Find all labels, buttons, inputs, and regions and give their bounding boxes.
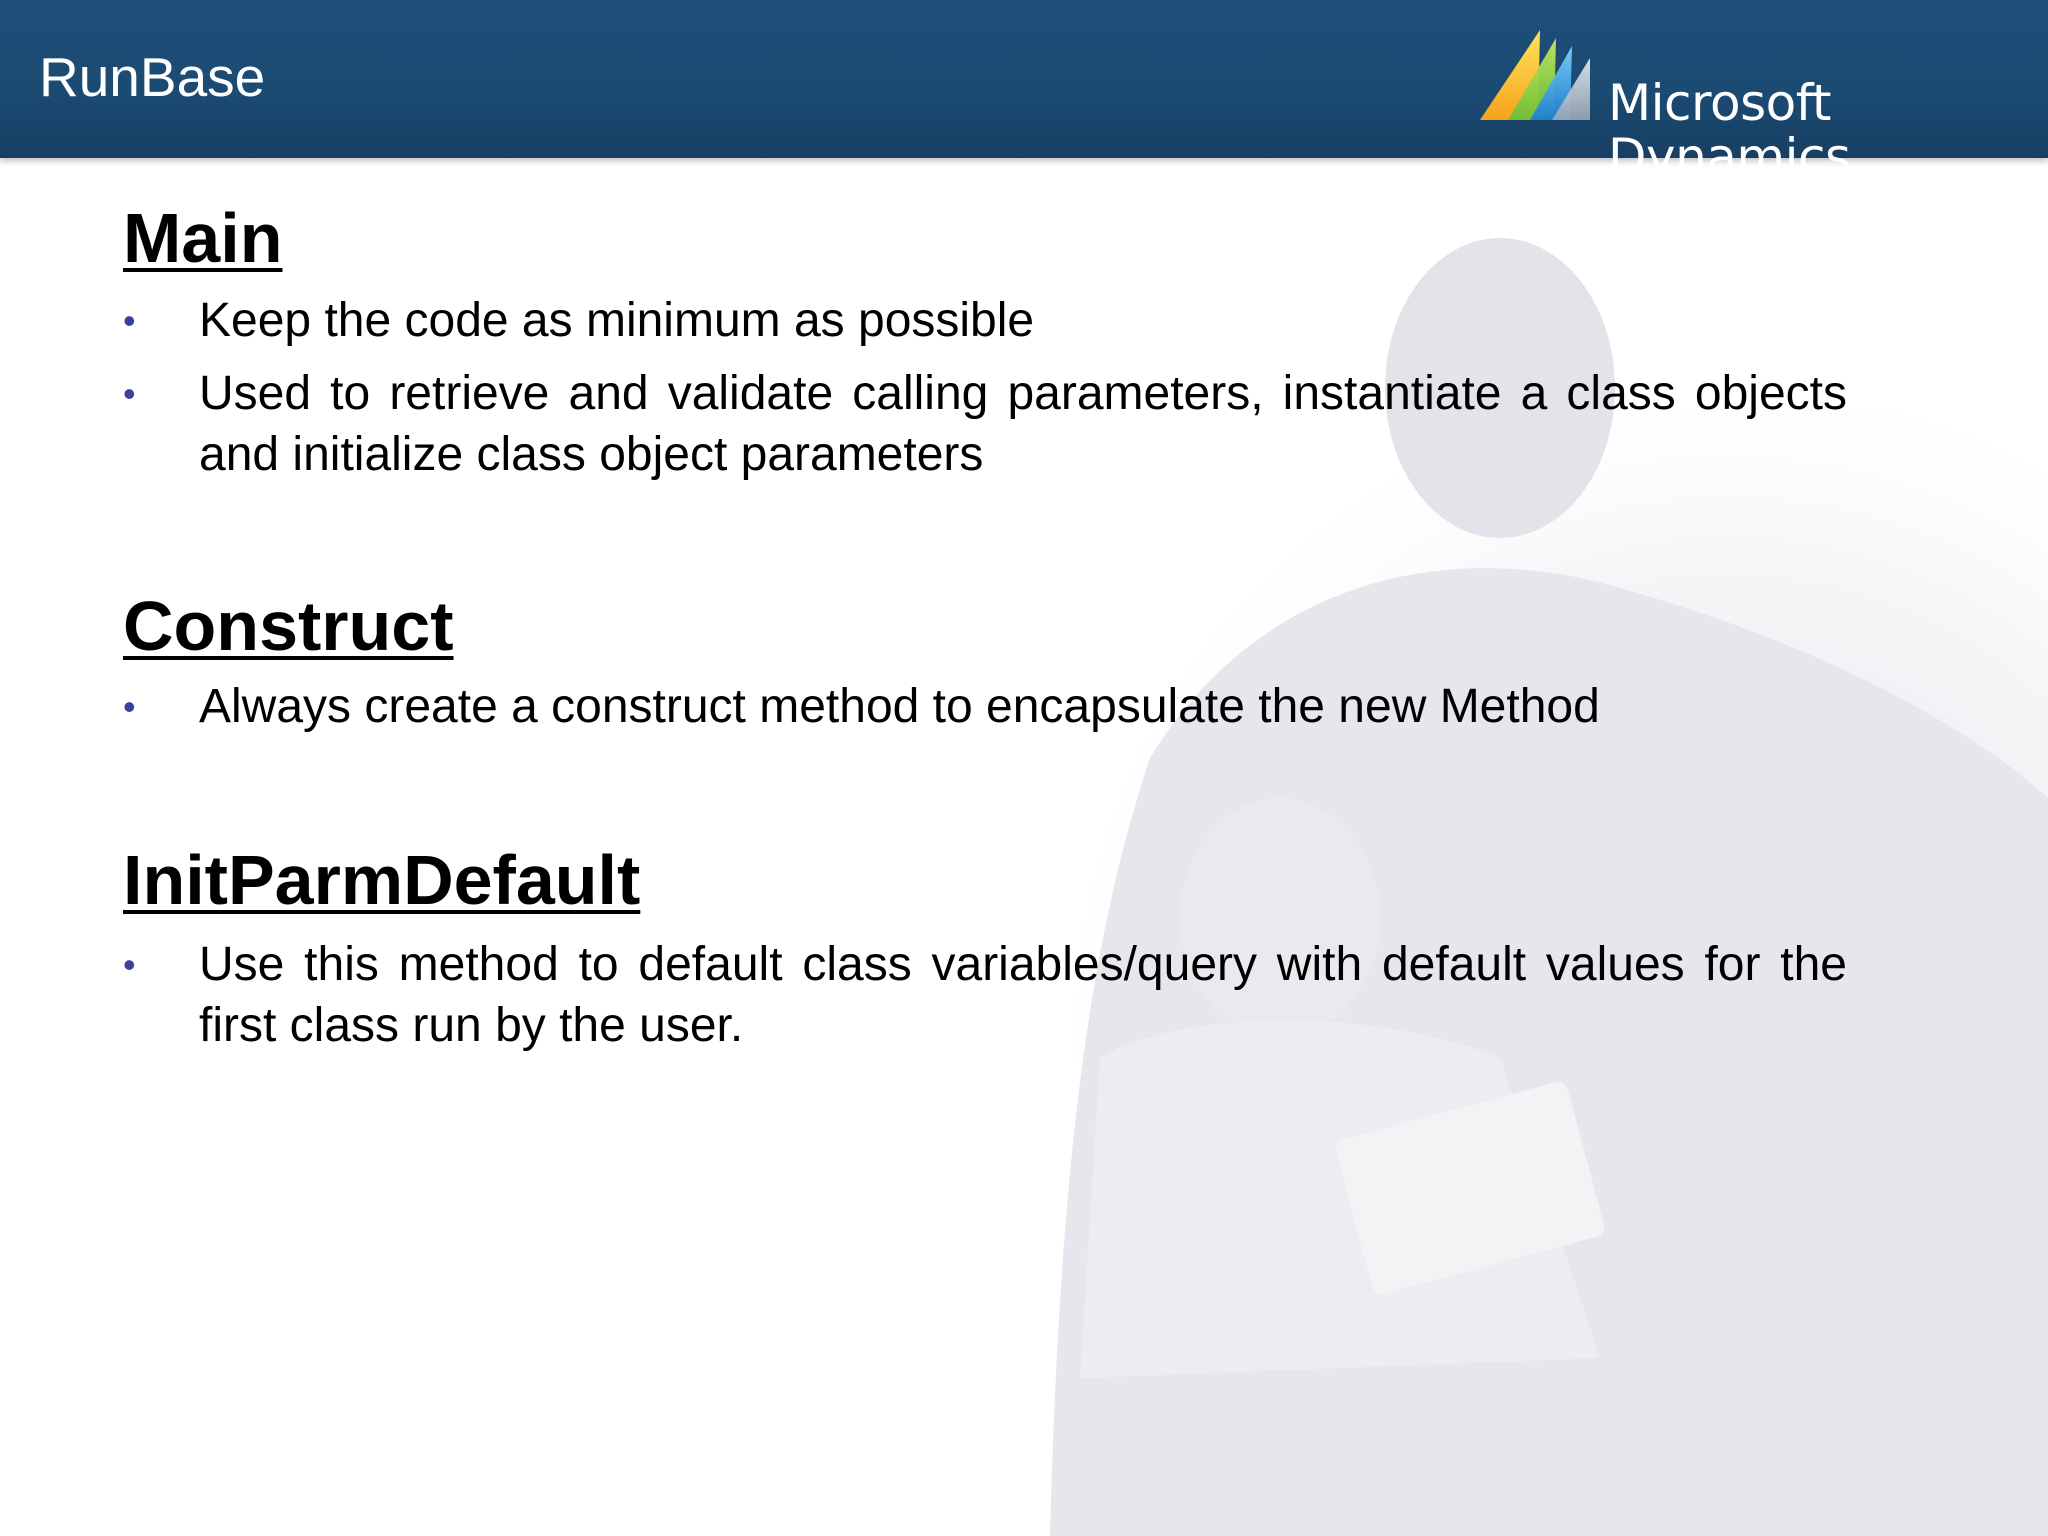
section-heading-construct: Construct xyxy=(123,587,454,665)
dynamics-logo-icon xyxy=(1478,18,1608,138)
bullet-list xyxy=(123,676,1847,737)
bullet-list xyxy=(123,934,1847,1056)
list-item xyxy=(123,676,1847,737)
bullet-list xyxy=(123,290,1847,485)
microsoft-dynamics-logo xyxy=(1478,18,2018,186)
list-item xyxy=(123,290,1847,351)
section-heading-main: Main xyxy=(123,199,283,277)
section-initparmdefault xyxy=(123,838,1847,1056)
list-item xyxy=(123,363,1847,485)
slide-title: RunBase xyxy=(39,46,266,108)
bullet-text: Use this method to default class variables/query with default values for the first class run by the user. xyxy=(199,938,1847,1052)
bullet-icon: • xyxy=(123,944,136,985)
bullet-icon: • xyxy=(123,686,136,727)
bullet-text: Keep the code as minimum as possible xyxy=(199,294,1035,347)
section-construct xyxy=(123,584,1847,737)
bullet-text: Always create a construct method to encapsulate the new Method xyxy=(199,680,1600,733)
slide-header xyxy=(0,0,2048,186)
bullet-icon: • xyxy=(123,373,136,414)
section-heading-initparmdefault: InitParmDefault xyxy=(123,841,641,919)
bullet-text: Used to retrieve and validate calling parameters, instantiate a class objects and initialize class object parameters xyxy=(199,367,1847,481)
brand-wordmark: Microsoft Dynamics xyxy=(1608,74,1851,186)
list-item xyxy=(123,934,1847,1056)
section-main xyxy=(123,196,1847,485)
bullet-icon: • xyxy=(123,300,136,341)
